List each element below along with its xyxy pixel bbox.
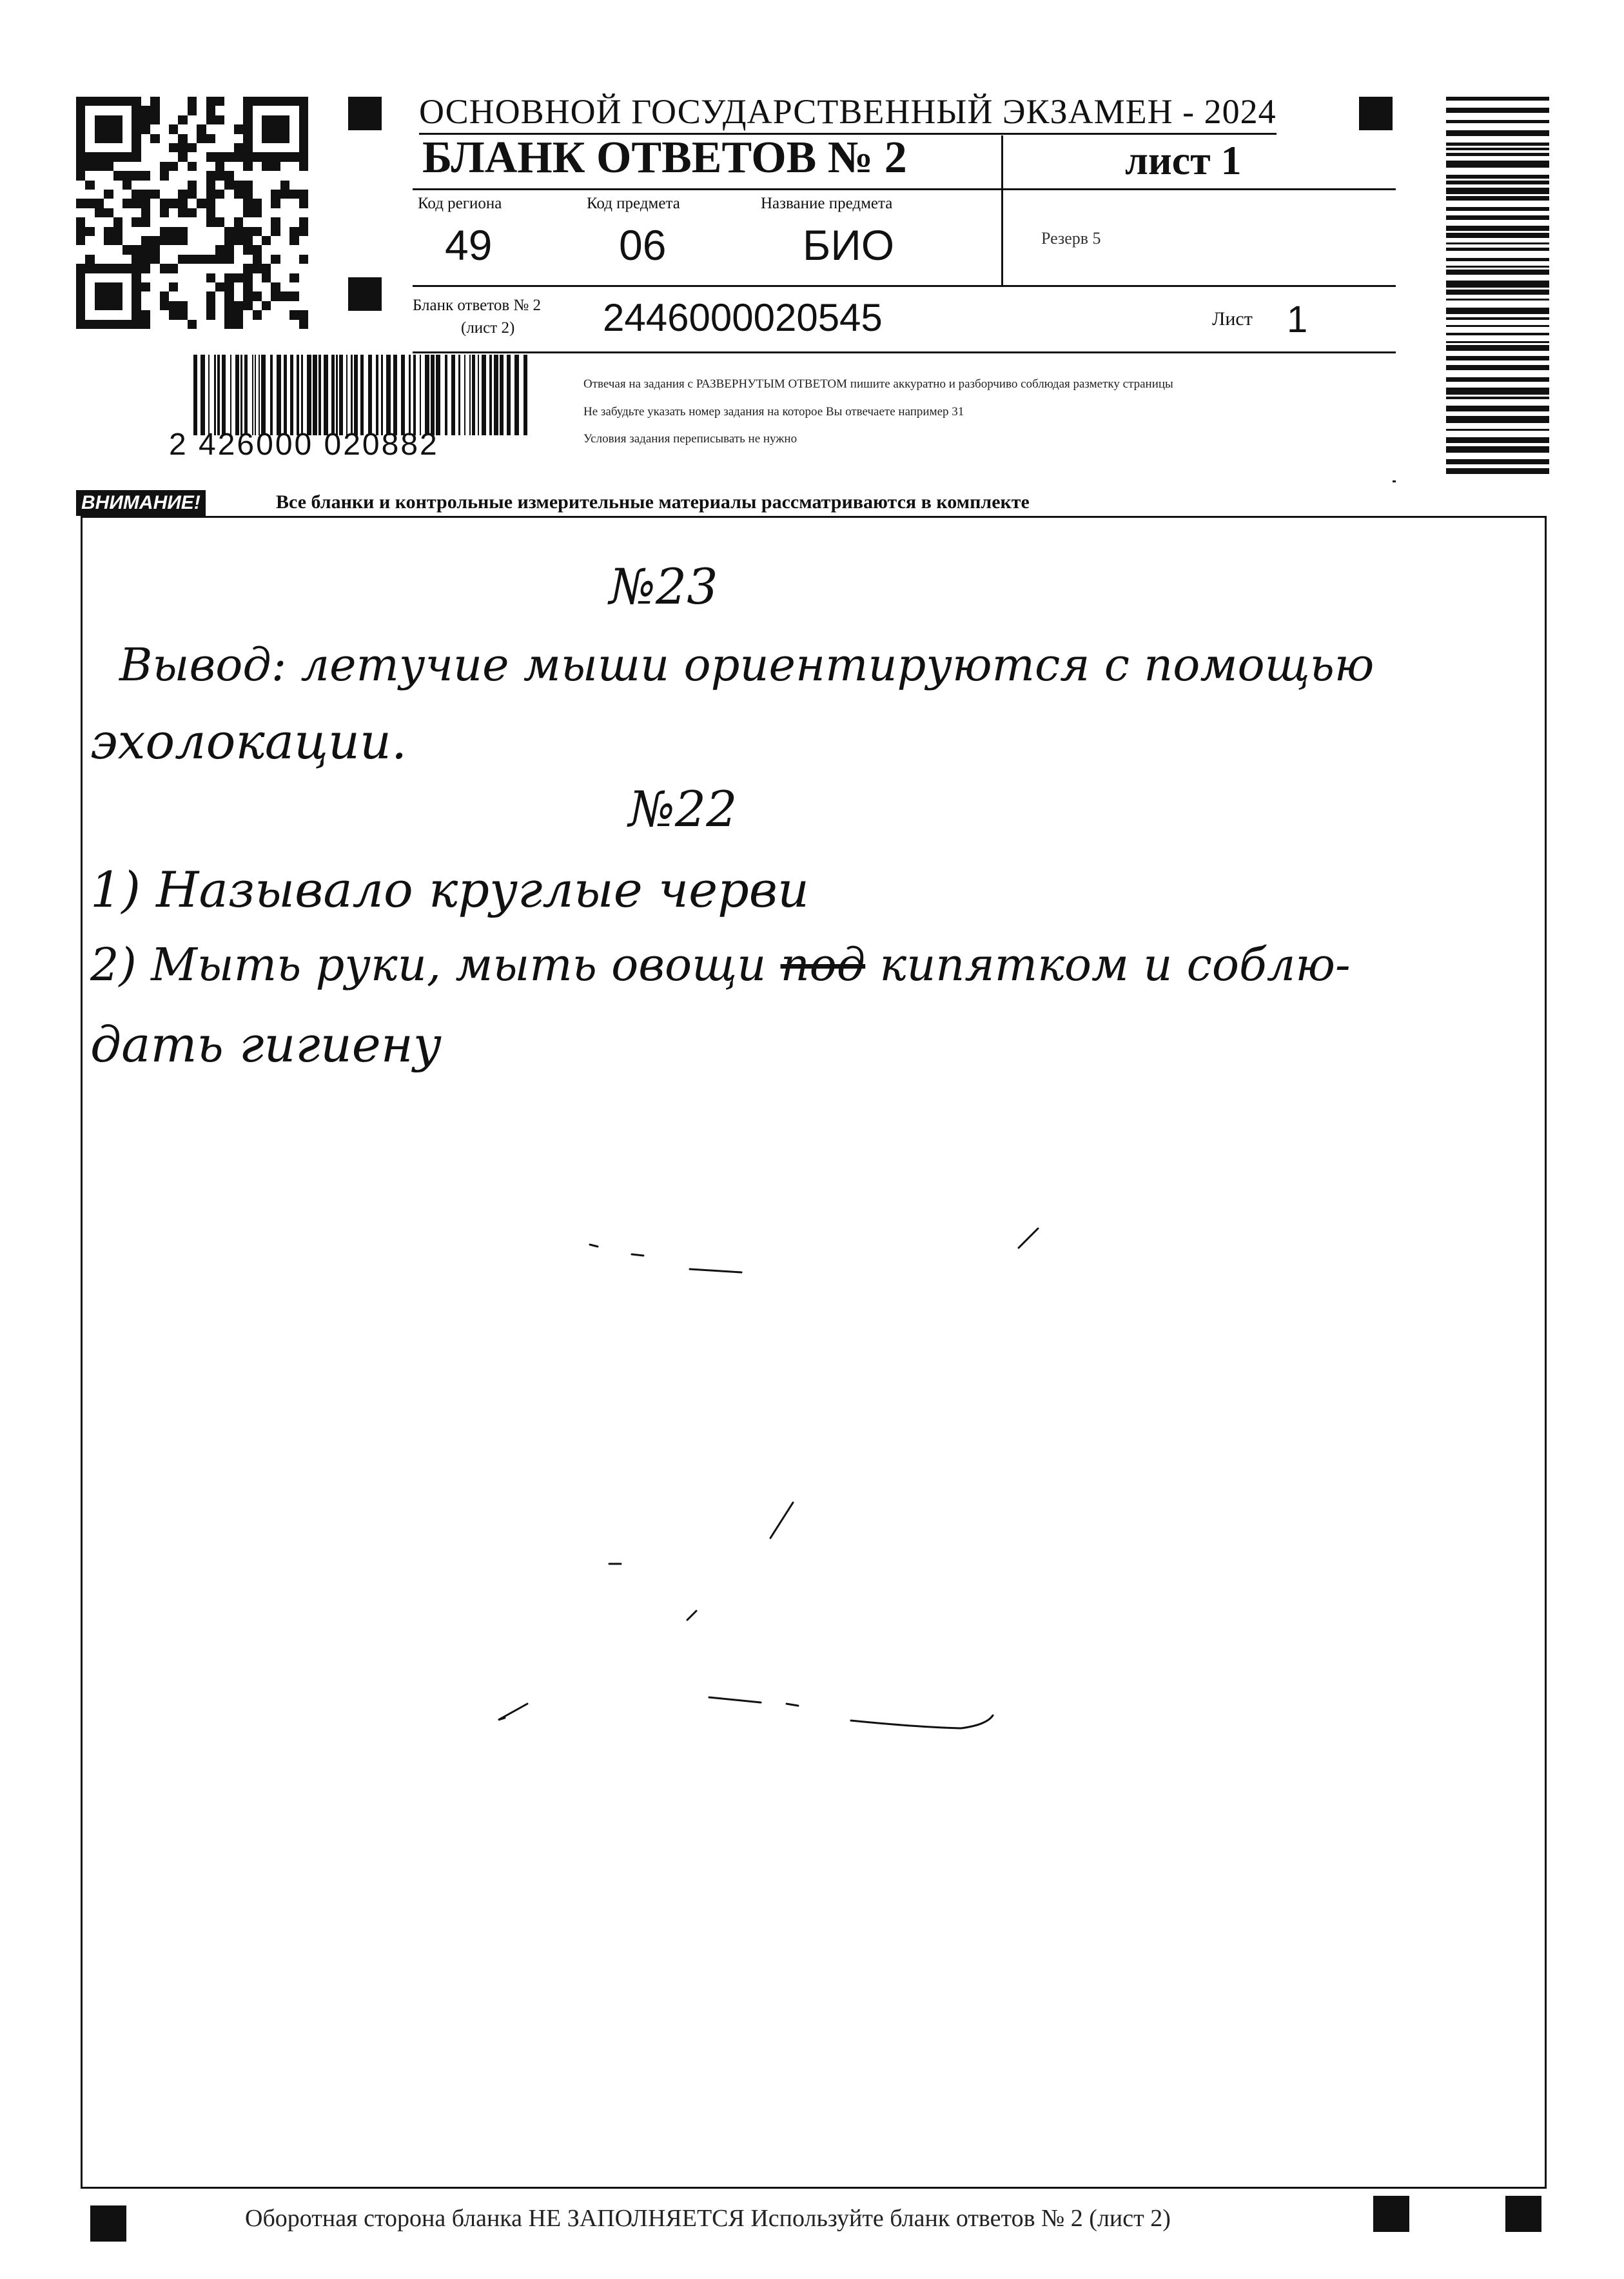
registration-mark <box>1373 2196 1409 2232</box>
sheet-number: 1 <box>1287 299 1308 340</box>
sheet-title: лист 1 <box>1125 137 1242 183</box>
region-code: 49 <box>445 221 493 269</box>
sheet-label: Лист <box>1212 308 1253 330</box>
task22-line2 <box>90 938 1351 991</box>
instruction-line: Условия задания переписывать не нужно <box>583 432 797 446</box>
task22-line2-part1: 2) Мыть руки, мыть овощи <box>90 938 767 991</box>
task23-line2: эхолокации. <box>90 713 407 770</box>
header-divider <box>413 188 1396 190</box>
header-divider <box>413 285 1396 287</box>
header-divider <box>413 351 1396 353</box>
task22-line1: 1) Называло круглые черви <box>90 861 809 918</box>
form-id: 2446000020545 <box>603 296 883 339</box>
stray-pen-marks <box>451 1193 1096 1806</box>
attention-text: Все бланки и контрольные измерительные материалы рассматриваются в комплекте <box>276 491 1030 513</box>
instruction-line: Отвечая на задания с РАЗВЕРНУТЫМ ОТВЕТОМ пишите аккуратно и разборчиво соблюдая разметку страницы <box>583 377 1173 391</box>
form-id-sublabel: (лист 2) <box>461 319 515 337</box>
attention-badge: ВНИМАНИЕ! <box>76 490 206 516</box>
reserve-field: Резерв 5 <box>1041 229 1101 248</box>
side-barcode <box>1446 97 1549 477</box>
task23-line1: Вывод: летучие мыши ориентируются с помощью <box>119 638 1375 691</box>
region-code-label: Код региона <box>418 195 502 212</box>
registration-mark <box>90 2205 126 2242</box>
form-id-label: Бланк ответов № 2 <box>413 297 541 314</box>
subject-code-label: Код предмета <box>587 195 680 212</box>
subject-code: 06 <box>619 221 667 269</box>
registration-mark <box>1505 2196 1541 2232</box>
footer-note: Оборотная сторона бланка НЕ ЗАПОЛНЯЕТСЯ Используйте бланк ответов № 2 (лист 2) <box>245 2205 1171 2232</box>
header-divider <box>1393 480 1396 482</box>
exam-title: ОСНОВНОЙ ГОСУДАРСТВЕННЫЙ ЭКЗАМЕН - 2024 <box>419 92 1277 135</box>
strikethrough-word: под <box>780 938 866 991</box>
task22-line3: дать гигиену <box>90 1016 442 1073</box>
task22-header: №22 <box>629 780 738 838</box>
subject-name-label: Название предмета <box>761 195 893 212</box>
task22-line2-part2: кипятком и соблю- <box>879 938 1351 991</box>
barcode <box>193 355 529 435</box>
instruction-line: Не забудьте указать номер задания на которое Вы отвечаете например 31 <box>583 405 964 419</box>
registration-mark <box>348 277 382 311</box>
barcode-number: 2 426000 020882 <box>169 428 439 462</box>
form-title: БЛАНК ОТВЕТОВ № 2 <box>422 133 907 183</box>
registration-mark <box>1359 97 1393 130</box>
header-divider <box>1001 135 1003 287</box>
subject-name: БИО <box>803 221 895 269</box>
registration-mark <box>348 97 382 130</box>
task23-header: №23 <box>609 558 718 615</box>
qr-code <box>76 97 308 329</box>
